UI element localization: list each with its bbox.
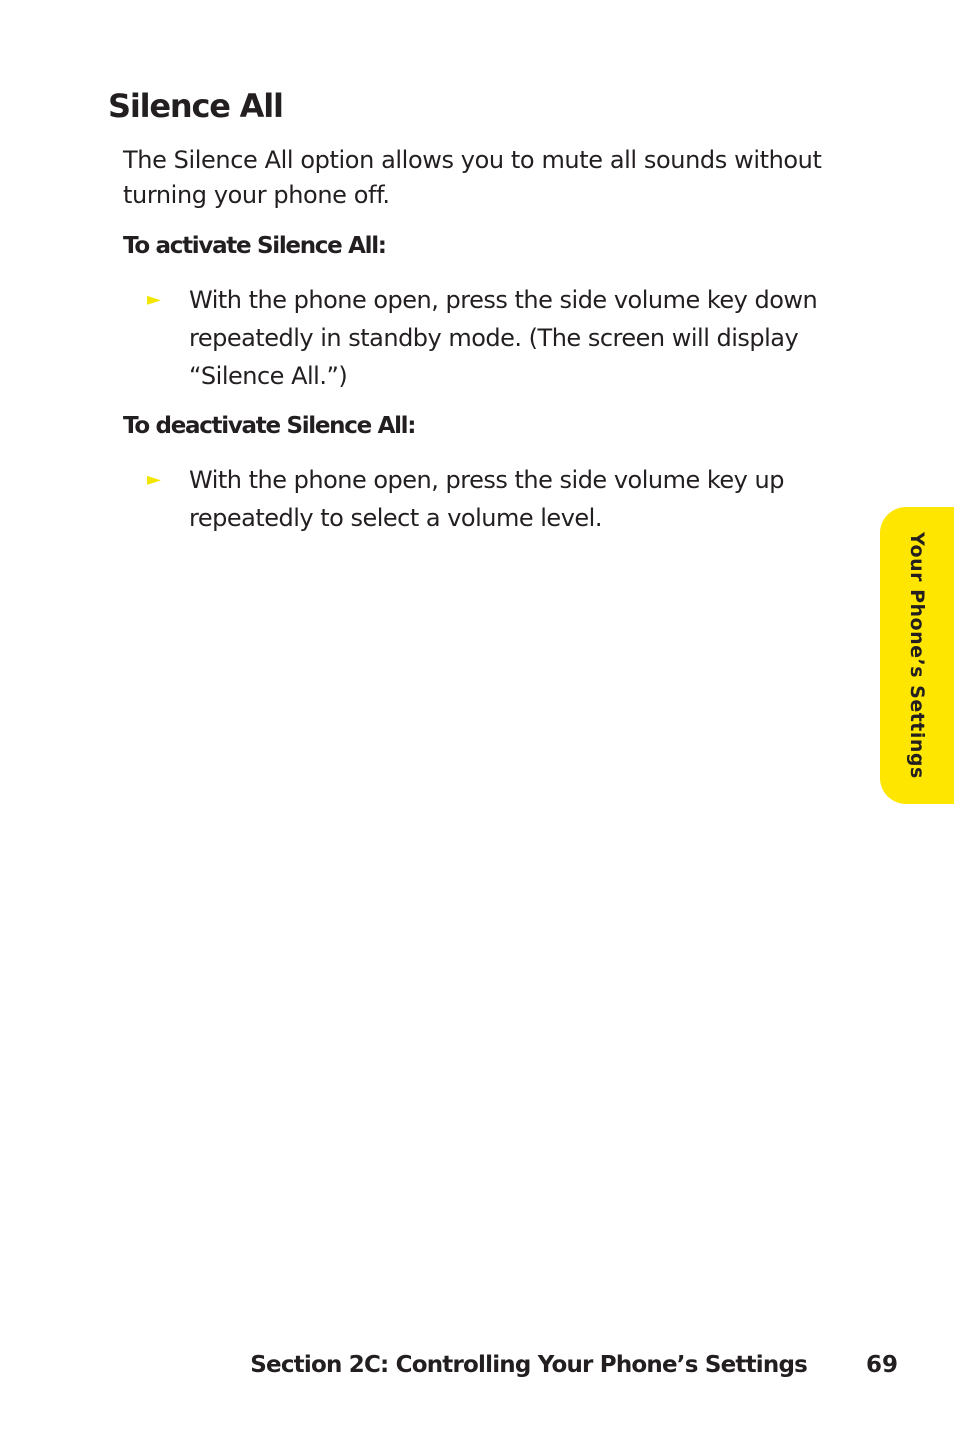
chapter-side-tab [880, 507, 954, 804]
deactivate-subheading: To deactivate Silence All: [123, 413, 416, 439]
intro-paragraph: The Silence All option allows you to mute all sounds without turning your phone off. [123, 146, 822, 209]
triangle-bullet-icon: ► [147, 289, 161, 310]
section-heading: Silence All [108, 87, 283, 125]
footer-section-title: Section 2C: Controlling Your Phone’s Settings [250, 1352, 807, 1378]
activate-subheading: To activate Silence All: [123, 233, 386, 259]
triangle-bullet-icon: ► [147, 469, 161, 490]
deactivate-step-text: With the phone open, press the side volume key up repeatedly to select a volume level. [189, 466, 784, 532]
activate-step-text: With the phone open, press the side volume key down repeatedly in standby mode. (The screen will display “Silence All.”) [189, 286, 818, 390]
footer-page-number: 69 [866, 1352, 899, 1378]
activate-step [147, 281, 847, 395]
chapter-side-tab-label: Your Phone’s Settings [906, 532, 928, 779]
deactivate-step [147, 461, 847, 537]
